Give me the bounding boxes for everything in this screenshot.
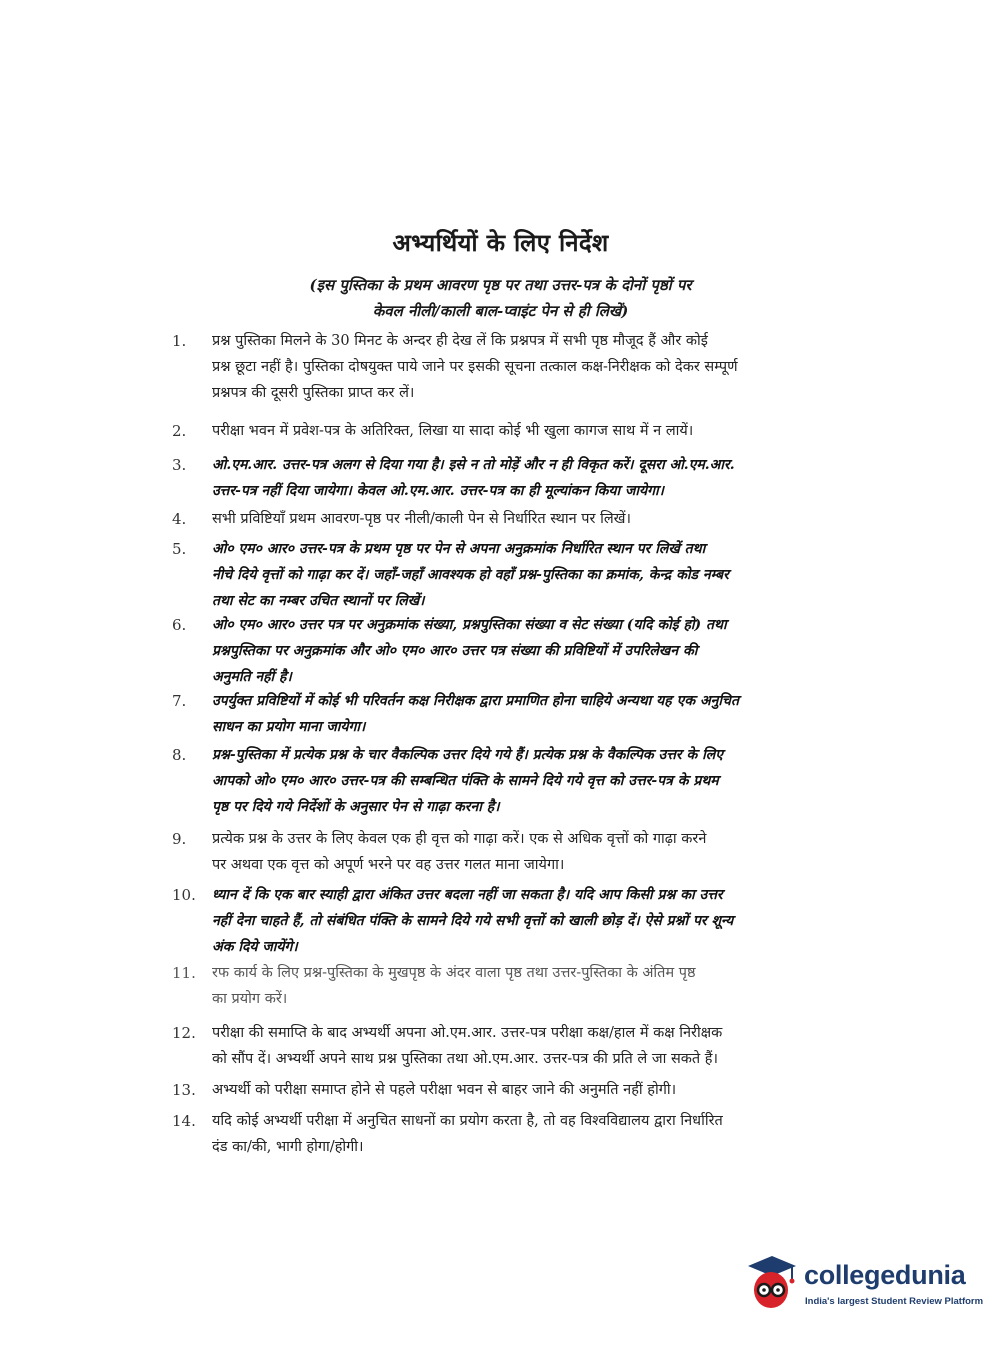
item-line: परीक्षा की समाप्ति के बाद अभ्यर्थी अपना ओ.एम.आर. उत्तर-पत्र परीक्षा कक्ष/हाल में कक्ष निरीक्षक <box>212 1025 723 1041</box>
item-line: प्रत्येक प्रश्न के उत्तर के लिए केवल एक ही वृत्त को गाढ़ा करें। एक से अधिक वृत्तों को गाढ़ा करने <box>212 831 707 847</box>
subtitle-line: केवल नीली/काली बाल-प्वाइंट पेन से ही लिखें) <box>372 302 629 320</box>
item-number: 1. <box>172 332 187 350</box>
item-line: नहीं देना चाहते हैं, तो संबंधित पंक्ति के सामने दिये गये सभी वृत्तों को खाली छोड़ दें। ऐसे प्रश्नों पर शून्य <box>212 913 734 929</box>
item-line: तथा सेट का नम्बर उचित स्थानों पर लिखें। <box>212 593 425 609</box>
item-line: उपर्युक्त प्रविष्टियों में कोई भी परिवर्तन कक्ष निरीक्षक द्वारा प्रमाणित होना चाहिये अन्यथा यह एक अनुचित <box>212 693 739 709</box>
item-number: 11. <box>172 964 196 982</box>
item-line: प्रश्नपत्र की दूसरी पुस्तिका प्राप्त कर लें। <box>212 385 415 401</box>
item-number: 7. <box>172 692 187 710</box>
item-text <box>212 688 862 740</box>
page-title: अभ्यर्थियों के लिए निर्देश <box>392 228 609 257</box>
item-line: प्रश्न पुस्तिका मिलने के 30 मिनट के अन्दर ही देख लें कि प्रश्नपत्र में सभी पृष्ठ मौजूद हैं और कोई <box>212 333 708 349</box>
item-line: अभ्यर्थी को परीक्षा समाप्त होने से पहले परीक्षा भवन से बाहर जाने की अनुमति नहीं होगी। <box>212 1082 677 1098</box>
item-line: अनुमति नहीं है। <box>212 669 292 685</box>
item-text <box>212 882 862 960</box>
item-line: परीक्षा भवन में प्रवेश-पत्र के अतिरिक्त, लिखा या सादा कोई भी खुला कागज साथ में न लायें। <box>212 423 694 439</box>
item-number: 10. <box>172 886 196 904</box>
item-number: 3. <box>172 456 187 474</box>
brand-name: collegedunia <box>804 1260 966 1290</box>
brand-tagline: India's largest Student Review Platform <box>805 1296 984 1307</box>
item-text <box>212 536 862 614</box>
item-number: 13. <box>172 1081 196 1099</box>
item-line: अंक दिये जायेंगे। <box>212 939 298 955</box>
item-line: उत्तर-पत्र नहीं दिया जायेगा। केवल ओ.एम.आर. उत्तर-पत्र का ही मूल्यांकन किया जायेगा। <box>212 483 664 499</box>
item-number: 12. <box>172 1024 196 1042</box>
item-line: पृष्ठ पर दिये गये निर्देशों के अनुसार पेन से गाढ़ा करना है। <box>212 799 500 815</box>
item-line: यदि कोई अभ्यर्थी परीक्षा में अनुचित साधनों का प्रयोग करता है, तो वह विश्वविद्यालय द्वारा निर्धारित <box>212 1113 723 1129</box>
item-line: प्रश्न छूटा नहीं है। पुस्तिका दोषयुक्त पाये जाने पर इसकी सूचना तत्काल कक्ष-निरीक्षक को देकर सम्पूर्ण <box>212 359 738 375</box>
collegedunia-logo[interactable] <box>744 1254 984 1314</box>
item-text <box>212 612 862 690</box>
page-subtitle <box>0 272 1001 324</box>
item-number: 5. <box>172 540 187 558</box>
item-text <box>212 506 862 532</box>
item-text <box>212 452 862 504</box>
item-text <box>212 328 862 406</box>
item-line: रफ कार्य के लिए प्रश्न-पुस्तिका के मुखपृष्ठ के अंदर वाला पृष्ठ तथा उत्तर-पुस्तिका के अंतिम पृष्ठ <box>212 965 696 981</box>
item-line: दंड का/की, भागी होगा/होगी। <box>212 1139 364 1155</box>
item-text <box>212 418 862 444</box>
subtitle-line: (इस पुस्तिका के प्रथम आवरण पृष्ठ पर तथा उत्तर-पत्र के दोनों पृष्ठों पर <box>309 276 692 294</box>
item-text <box>212 1077 862 1103</box>
item-number: 2. <box>172 422 187 440</box>
item-text <box>212 826 862 878</box>
item-line: ओ० एम० आर० उत्तर पत्र पर अनुक्रमांक संख्या, प्रश्नपुस्तिका संख्या व सेट संख्या (यदि कोई हो) तथा <box>212 617 727 633</box>
item-text <box>212 742 862 820</box>
item-text <box>212 960 862 1012</box>
item-line: ओ० एम० आर० उत्तर-पत्र के प्रथम पृष्ठ पर पेन से अपना अनुक्रमांक निर्धारित स्थान पर लिखें तथा <box>212 541 706 557</box>
item-text <box>212 1108 862 1160</box>
item-line: को सौंप दें। अभ्यर्थी अपने साथ प्रश्न पुस्तिका तथा ओ.एम.आर. उत्तर-पत्र की प्रति ले जा सकते हैं। <box>212 1051 718 1067</box>
item-text <box>212 1020 862 1072</box>
item-number: 14. <box>172 1112 196 1130</box>
item-line: प्रश्न-पुस्तिका में प्रत्येक प्रश्न के चार वैकल्पिक उत्तर दिये गये हैं। प्रत्येक प्रश्न के वैकल्पिक उत्तर के लिए <box>212 747 723 763</box>
item-line: प्रश्नपुस्तिका पर अनुक्रमांक और ओ० एम० आर० उत्तर पत्र संख्या की प्रविष्टियों में उपरिलेखन की <box>212 643 698 659</box>
item-line: साधन का प्रयोग माना जायेगा। <box>212 719 366 735</box>
item-line: आपको ओ० एम० आर० उत्तर-पत्र की सम्बन्धित पंक्ति के सामने दिये गये वृत्त को उत्तर-पत्र के प्रथम <box>212 773 719 789</box>
item-line: सभी प्रविष्टियाँ प्रथम आवरण-पृष्ठ पर नीली/काली पेन से निर्धारित स्थान पर लिखें। <box>212 511 632 527</box>
item-line: नीचे दिये वृत्तों को गाढ़ा कर दें। जहाँ-जहाँ आवश्यक हो वहाँ प्रश्न-पुस्तिका का क्रमांक, केन्द्र कोड नम्बर <box>212 567 729 583</box>
item-number: 9. <box>172 830 187 848</box>
item-line: का प्रयोग करें। <box>212 991 288 1007</box>
item-line: ध्यान दें कि एक बार स्याही द्वारा अंकित उत्तर बदला नहीं जा सकता है। यदि आप किसी प्रश्न का उत्तर <box>212 887 723 903</box>
item-number: 8. <box>172 746 187 764</box>
item-number: 4. <box>172 510 187 528</box>
item-line: ओ.एम.आर. उत्तर-पत्र अलग से दिया गया है। इसे न तो मोड़ें और न ही विकृत करें। दूसरा ओ.एम.आर. <box>212 457 735 473</box>
mascot-icon <box>744 1254 800 1310</box>
item-line: पर अथवा एक वृत्त को अपूर्ण भरने पर वह उत्तर गलत माना जायेगा। <box>212 857 565 873</box>
item-number: 6. <box>172 616 187 634</box>
